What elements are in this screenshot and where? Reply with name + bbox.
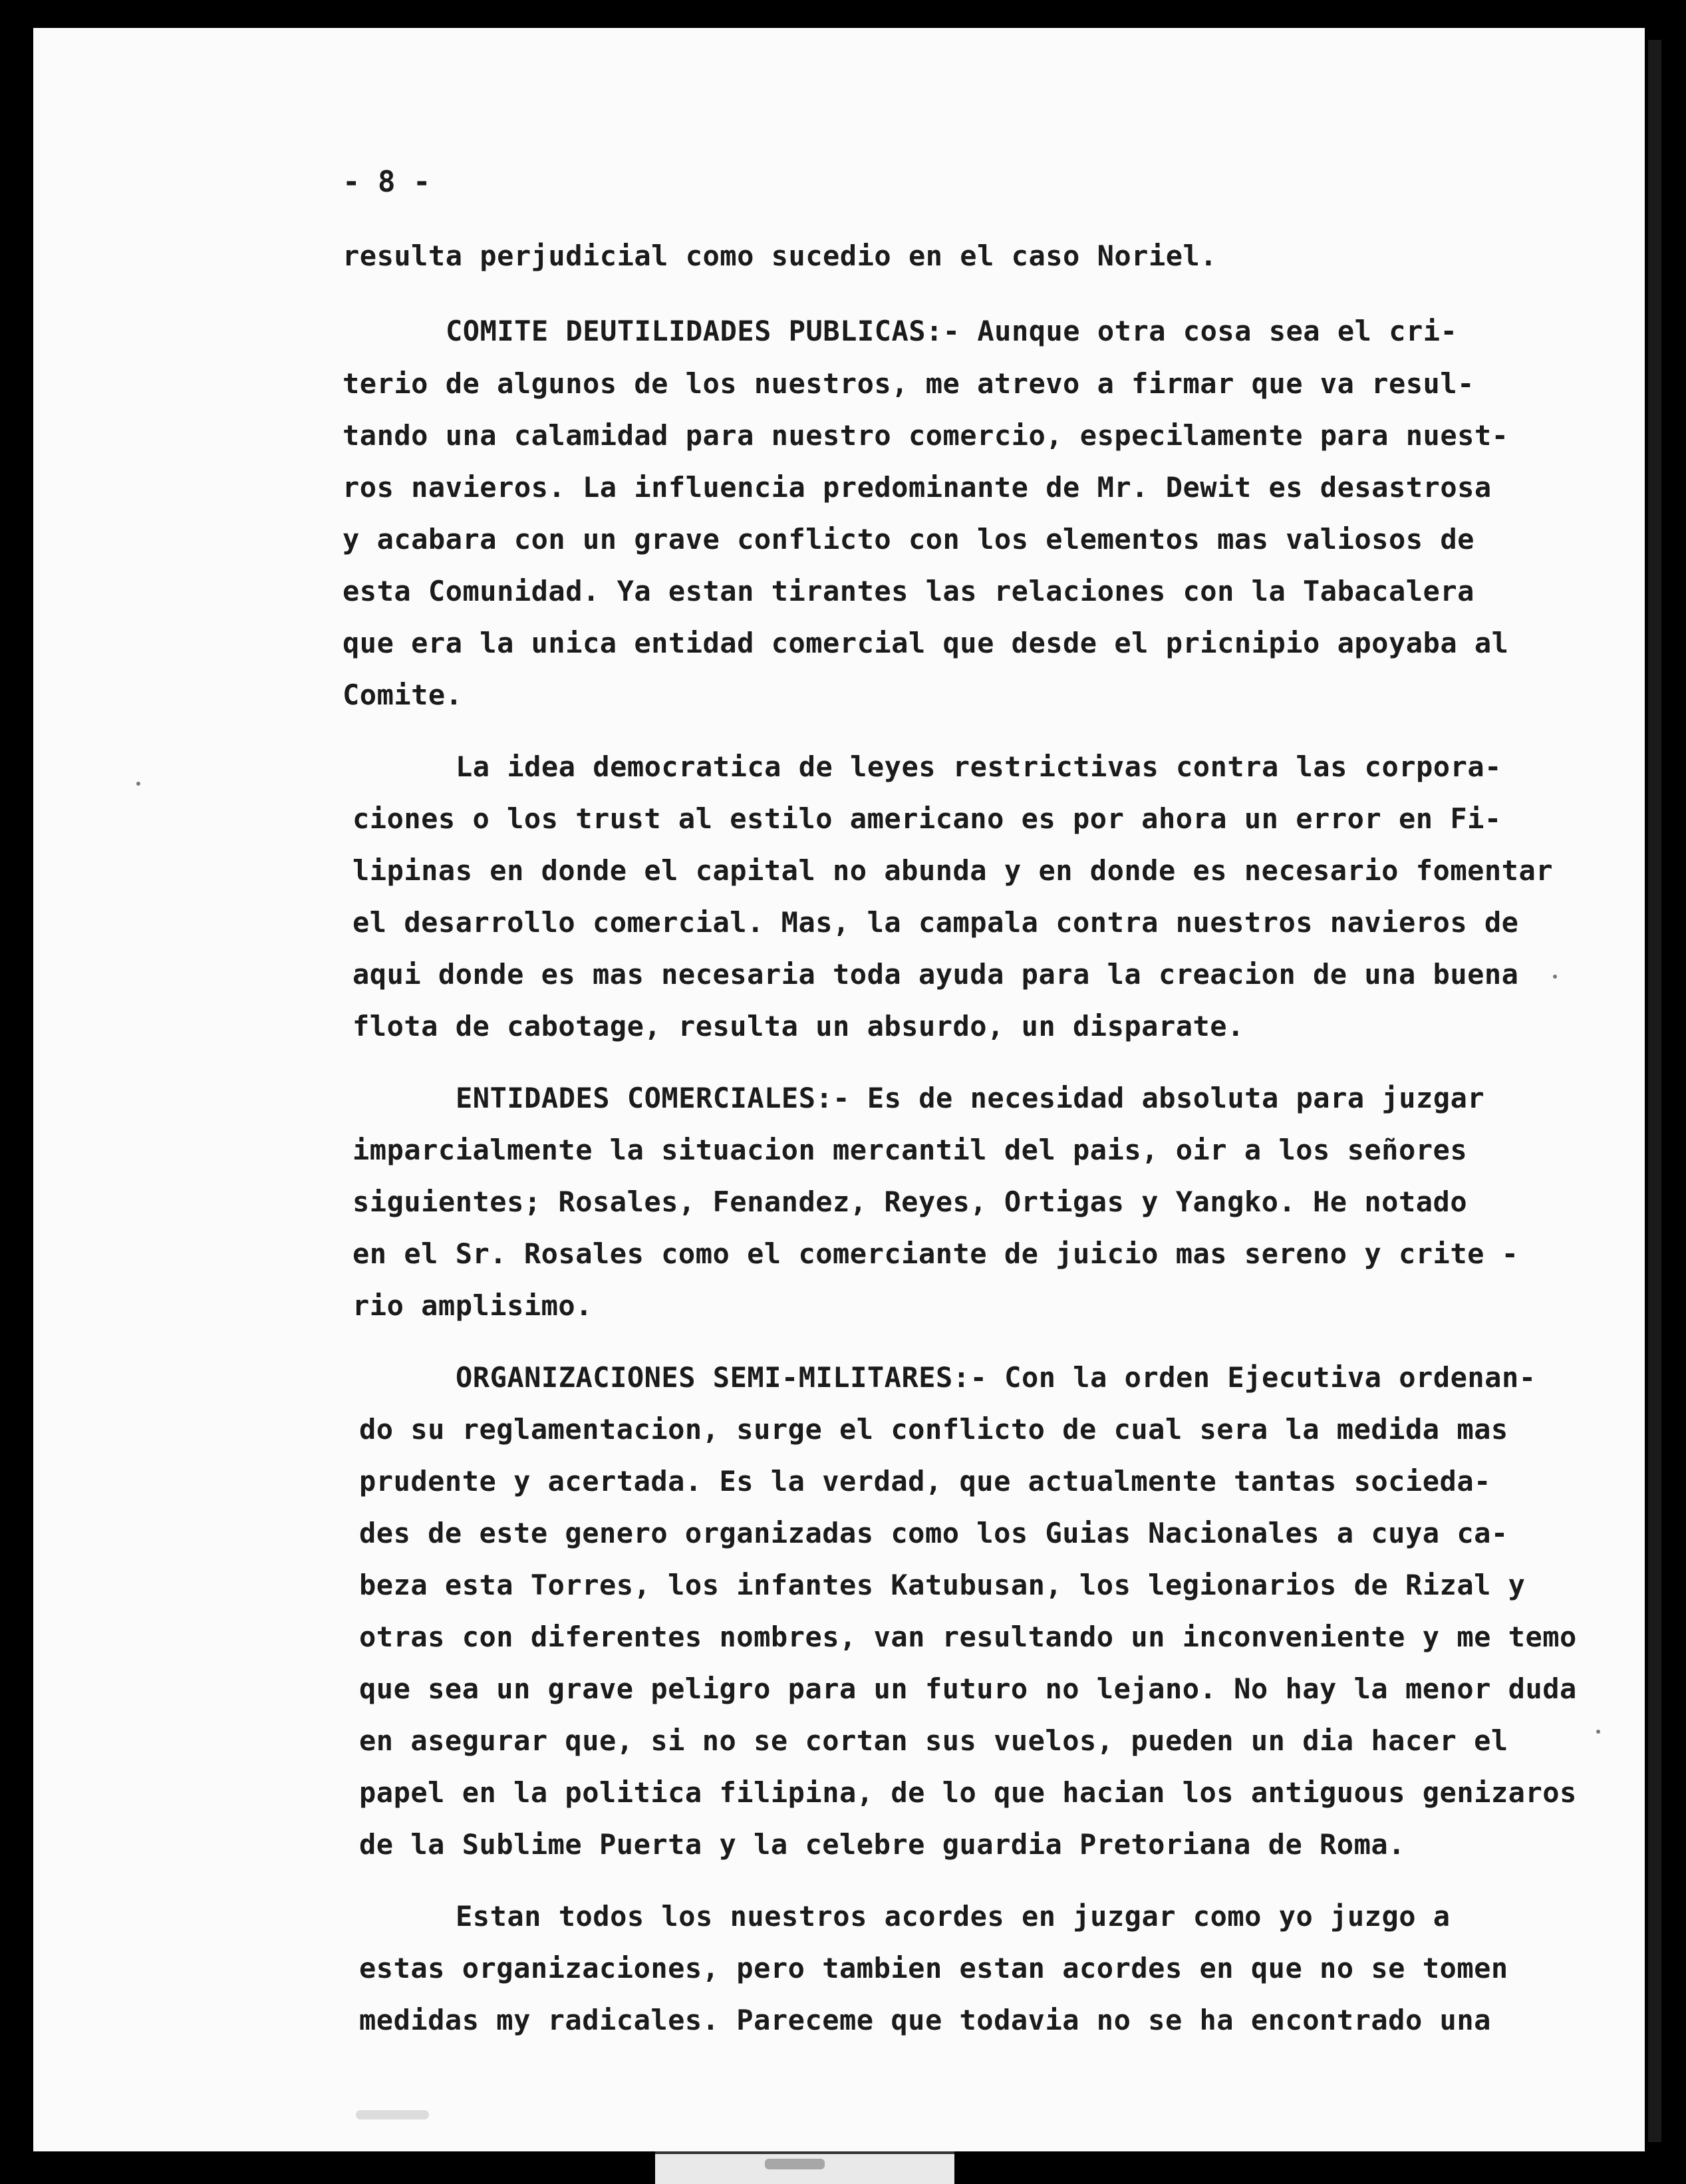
text-line: siguientes; Rosales, Fenandez, Reyes, Ortigas y Yangko. He notado xyxy=(352,1185,1468,1218)
text-line: en asegurar que, si no se cortan sus vuelos, pueden un dia hacer el xyxy=(359,1724,1508,1757)
text-line: estas organizaciones, pero tambien estan acordes en que no se tomen xyxy=(359,1952,1508,1984)
ink-smudge xyxy=(356,2110,429,2119)
text-line: Comite. xyxy=(343,679,463,711)
page-number: - 8 - xyxy=(343,165,431,199)
text-line: de la Sublime Puerta y la celebre guardia Pretoriana de Roma. xyxy=(359,1828,1405,1861)
text-line: en el Sr. Rosales como el comerciante de juicio mas sereno y crite - xyxy=(352,1237,1519,1270)
text-line: do su reglamentacion, surge el conflicto de cual sera la medida mas xyxy=(359,1413,1508,1446)
text-line: ciones o los trust al estilo americano es por ahora un error en Fi- xyxy=(352,802,1502,835)
text-line: ORGANIZACIONES SEMI-MILITARES:- Con la orden Ejecutiva ordenan- xyxy=(456,1361,1536,1394)
text-line: imparcialmente la situacion mercantil del pais, oir a los señores xyxy=(352,1134,1468,1166)
text-line: aqui donde es mas necesaria toda ayuda para la creacion de una buena xyxy=(352,958,1519,991)
text-line: La idea democratica de leyes restrictivas contra las corpora- xyxy=(456,750,1502,783)
text-line: tando una calamidad para nuestro comercio, especilamente para nuest- xyxy=(343,419,1509,452)
text-line: ENTIDADES COMERCIALES:- Es de necesidad absoluta para juzgar xyxy=(456,1082,1485,1114)
text-line: papel en la politica filipina, de lo que hacian los antiguous genizaros xyxy=(359,1776,1577,1809)
text-line: des de este genero organizadas como los Guias Nacionales a cuya ca- xyxy=(359,1517,1508,1549)
text-line: COMITE DEUTILIDADES PUBLICAS:- Aunque otra cosa sea el cri- xyxy=(446,315,1458,347)
text-line: que sea un grave peligro para un futuro no lejano. No hay la menor duda xyxy=(359,1672,1577,1705)
speck xyxy=(136,782,140,786)
speck xyxy=(1596,1730,1600,1734)
speck xyxy=(1553,975,1557,979)
text-line: beza esta Torres, los infantes Katubusan, los legionarios de Rizal y xyxy=(359,1569,1526,1601)
text-line: prudente y acertada. Es la verdad, que actualmente tantas socieda- xyxy=(359,1465,1491,1497)
text-line: medidas my radicales. Pareceme que todavia no se ha encontrado una xyxy=(359,2004,1491,2036)
text-line: Estan todos los nuestros acordes en juzgar como yo juzgo a xyxy=(456,1900,1451,1933)
text-line: terio de algunos de los nuestros, me atrevo a firmar que va resul- xyxy=(343,367,1475,400)
page-edge-shadow xyxy=(1648,40,1661,2142)
text-line: y acabara con un grave conflicto con los elementos mas valiosos de xyxy=(343,523,1475,555)
scanner-tab-mark xyxy=(765,2159,825,2169)
text-line: otras con diferentes nombres, van resultando un inconveniente y me temo xyxy=(359,1621,1577,1653)
text-line: rio amplisimo. xyxy=(352,1289,593,1322)
text-line: resulta perjudicial como sucedio en el caso Noriel. xyxy=(343,239,1218,272)
text-line: el desarrollo comercial. Mas, la campala contra nuestros navieros de xyxy=(352,906,1519,939)
text-line: que era la unica entidad comercial que desde el pricnipio apoyaba al xyxy=(343,627,1509,659)
text-line: flota de cabotage, resulta un absurdo, un disparate. xyxy=(352,1010,1244,1042)
text-line: lipinas en donde el capital no abunda y en donde es necesario fomentar xyxy=(352,854,1554,887)
text-line: ros navieros. La influencia predominante de Mr. Dewit es desastrosa xyxy=(343,471,1492,504)
text-line: esta Comunidad. Ya estan tirantes las relaciones con la Tabacalera xyxy=(343,575,1475,607)
